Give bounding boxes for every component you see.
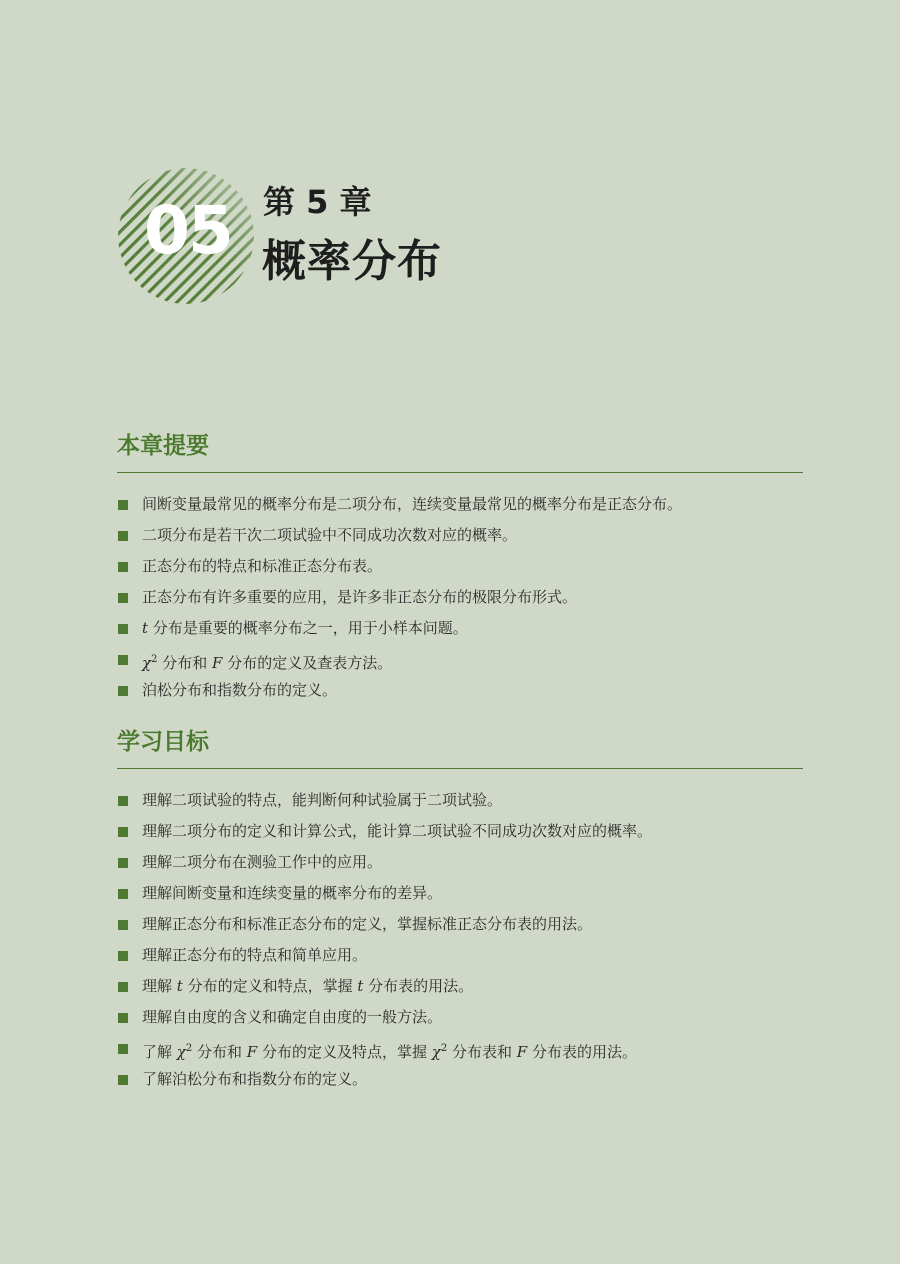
square-bullet-icon (118, 655, 128, 665)
item-text: 分布的定义及查表方法。 (222, 654, 393, 672)
square-bullet-icon (118, 920, 128, 930)
summary-heading: 本章提要 (117, 433, 209, 459)
item-text: 分布表的用法。 (363, 977, 474, 995)
item-text: 理解正态分布和标准正态分布的定义，掌握标准正态分布表的用法。 (142, 915, 593, 933)
square-bullet-icon (118, 827, 128, 837)
square-bullet-icon (118, 562, 128, 572)
item-text: 分布表的用法。 (527, 1043, 637, 1061)
square-bullet-icon (118, 889, 128, 899)
bullet-item (117, 1033, 803, 1064)
math-symbol: t (142, 619, 149, 637)
math-symbol: χ (431, 1043, 441, 1061)
math-superscript: 2 (440, 1043, 448, 1054)
math-symbol: F (246, 1043, 258, 1061)
item-text: 理解间断变量和连续变量的概率分布的差异。 (142, 884, 443, 902)
bullet-item (117, 878, 803, 909)
math-symbol: F (516, 1043, 528, 1061)
square-bullet-icon (118, 686, 128, 696)
square-bullet-icon (118, 796, 128, 806)
summary-divider (117, 472, 803, 473)
bullet-item (117, 582, 803, 613)
item-text: 理解自由度的含义和确定自由度的一般方法。 (142, 1008, 443, 1026)
square-bullet-icon (118, 1044, 128, 1054)
item-text: 正态分布的特点和标准正态分布表。 (142, 557, 383, 575)
item-text: 间断变量最常见的概率分布是二项分布，连续变量最常见的概率分布是正态分布。 (142, 495, 683, 513)
item-text: 理解二项试验的特点，能判断何种试验属于二项试验。 (142, 791, 503, 809)
square-bullet-icon (118, 624, 128, 634)
bullet-item (117, 1064, 803, 1095)
item-text: 理解 (142, 977, 177, 995)
chapter-label: 第 5 章 (263, 183, 372, 221)
bullet-item (117, 816, 803, 847)
item-text: 了解泊松分布和指数分布的定义。 (142, 1070, 368, 1088)
summary-list (117, 489, 803, 706)
square-bullet-icon (118, 982, 128, 992)
item-text: 理解正态分布的特点和简单应用。 (142, 946, 368, 964)
square-bullet-icon (118, 951, 128, 961)
objectives-list (117, 785, 803, 1095)
item-text: 分布是重要的概率分布之一，用于小样本问题。 (148, 619, 468, 637)
item-text: 二项分布是若干次二项试验中不同成功次数对应的概率。 (142, 526, 518, 544)
bullet-item (117, 785, 803, 816)
item-text: 理解二项分布在测验工作中的应用。 (142, 853, 383, 871)
bullet-item (117, 613, 803, 644)
square-bullet-icon (118, 1075, 128, 1085)
math-symbol: χ (142, 654, 152, 672)
bullet-item (117, 644, 803, 675)
item-text: 正态分布有许多重要的应用，是许多非正态分布的极限分布形式。 (142, 588, 578, 606)
square-bullet-icon (118, 1013, 128, 1023)
summary-section (117, 430, 803, 706)
square-bullet-icon (118, 858, 128, 868)
math-symbol: t (176, 977, 183, 995)
item-text: 理解二项分布的定义和计算公式，能计算二项试验不同成功次数对应的概率。 (142, 822, 653, 840)
math-symbol: χ (176, 1043, 186, 1061)
objectives-heading: 学习目标 (117, 729, 209, 755)
bullet-item (117, 940, 803, 971)
bullet-item (117, 489, 803, 520)
chapter-number: 05 (144, 192, 232, 269)
item-text: 分布和 (157, 654, 213, 672)
objectives-divider (117, 768, 803, 769)
math-symbol: F (212, 654, 223, 672)
bullet-item (117, 675, 803, 706)
item-text: 泊松分布和指数分布的定义。 (142, 681, 338, 699)
bullet-item (117, 520, 803, 551)
math-superscript: 2 (185, 1043, 193, 1054)
item-text: 分布和 (192, 1043, 247, 1061)
chapter-title: 概率分布 (262, 236, 442, 287)
math-superscript: 2 (151, 654, 158, 665)
bullet-item (117, 1002, 803, 1033)
item-text: 了解 (142, 1043, 177, 1061)
math-symbol: t (357, 977, 364, 995)
bullet-item (117, 551, 803, 582)
item-text: 分布的定义及特点，掌握 (257, 1043, 432, 1061)
item-text: 分布表和 (447, 1043, 517, 1061)
item-text: 分布的定义和特点，掌握 (182, 977, 358, 995)
square-bullet-icon (118, 593, 128, 603)
square-bullet-icon (118, 531, 128, 541)
bullet-item (117, 971, 803, 1002)
bullet-item (117, 909, 803, 940)
objectives-section (117, 726, 803, 1095)
bullet-item (117, 847, 803, 878)
square-bullet-icon (118, 500, 128, 510)
